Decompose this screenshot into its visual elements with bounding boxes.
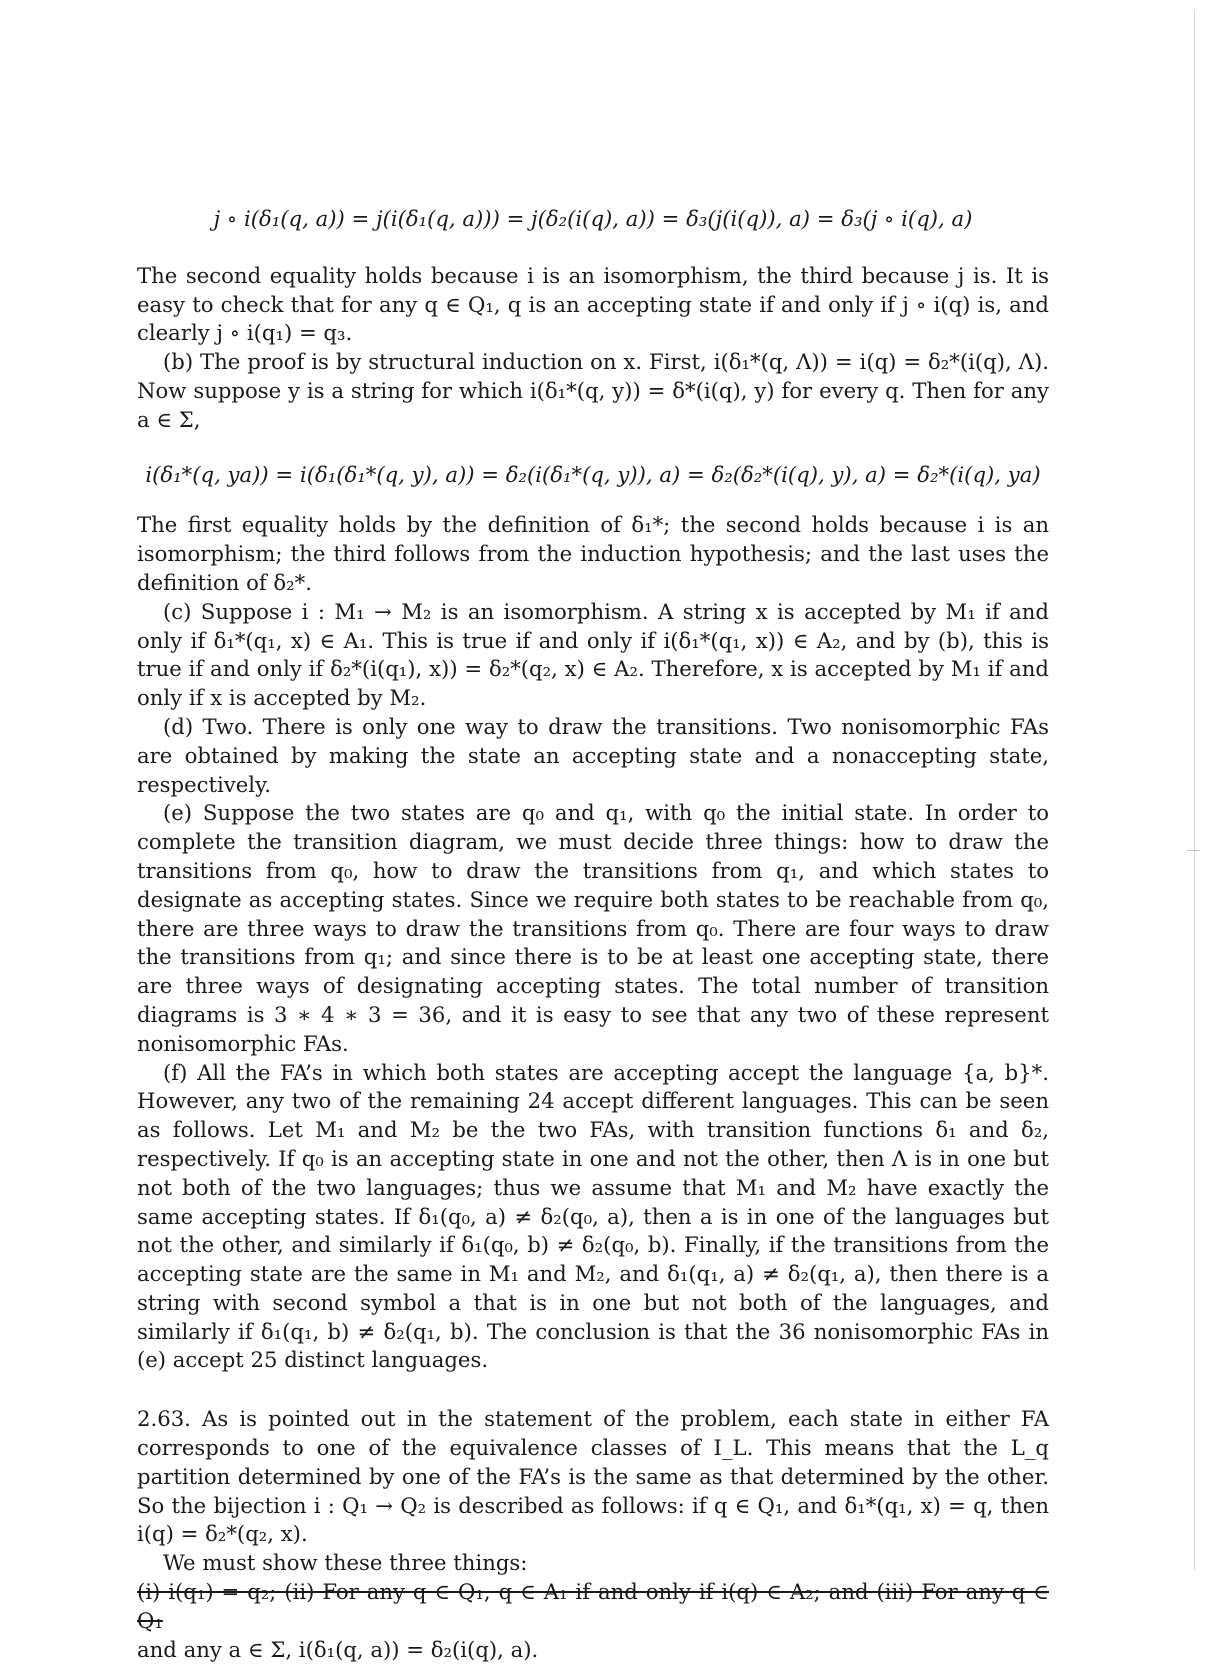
page-edge-line [1194,10,1195,1570]
paragraph-part-d: (d) Two. There is only one way to draw the transitions. Two nonisomorphic FAs are obtained by making the state an accepting state and a nonaccepting state, respectively. [137,713,1049,797]
paragraph-three-things: We must show these three things: [163,1550,528,1576]
paragraph-part-f: (f) All the FA’s in which both states are accepting accept the language {a, b}*. However, any two of the remaining 24 accept different languages. This can be seen as follows. Let M₁ and M₂ be the two FAs, with transition functions δ₁ and δ₂, respectively. If q₀ is an accepting state in one and not the other, then Λ is in one but not both of the two languages; thus we assume that M₁ and M₂ have exactly the same accepting states. If δ₁(q₀, a) ≠ δ₂(q₀, a), then a is in one of the languages but not the other, and similarly if δ₁(q₀, b) ≠ δ₂(q₀, b). Finally, if the transitions from the accepting state are the same in M₁ and M₂, and δ₁(q₁, a) ≠ δ₂(q₁, a), then there is a string with second symbol a that is in one but not both of the languages, and similarly if δ₁(q₁, b) ≠ δ₂(q₁, b). The conclusion is that the 36 nonisomorphic FAs in (e) accept 25 distinct languages. [137,1059,1049,1373]
page-edge-mark [1187,850,1199,851]
page-body [137,205,1049,1664]
paragraph-induction-explanation: The first equality holds by the definition of δ₁*; the second holds because i is an isomorphism; the third follows from the induction hypothesis; and the last uses the definition of δ₂*. [137,512,1049,595]
paragraph-part-e: (e) Suppose the two states are q₀ and q₁, with q₀ the initial state. In order to complete the transition diagram, we must decide three things: how to draw the transitions from q₀, how to draw the transitions from q₁, and which states to designate as accepting states. Since we require both states to be reachable from q₀, there are three ways to draw the transitions from q₀. There are four ways to draw the transitions from q₁; and since there is to be at least one accepting state, there are three ways of designating accepting states. The total number of transition diagrams is 3 ∗ 4 ∗ 3 = 36, and it is easy to see that any two of these represent nonisomorphic FAs. [137,800,1049,1056]
paragraph-part-c: (c) Suppose i : M₁ → M₂ is an isomorphism. A string x is accepted by M₁ if and only if δ₁*(q₁, x) ∈ A₁. This is true if and only if i(δ₁*(q₁, x)) ∈ A₂, and by (b), this is true if and only if δ₂*(i(q₁), x)) = δ₂*(q₂, x) ∈ A₂. Therefore, x is accepted by M₁ if and only if x is accepted by M₂. [137,598,1049,711]
paragraph-problem-2-63: 2.63. As is pointed out in the statement of the problem, each state in either FA corresponds to one of the equivalence classes of I_L. This means that the L_q partition determined by one of the FA’s is the same as that determined by the other. So the bijection i : Q₁ → Q₂ is described as follows: if q ∈ Q₁, and δ₁*(q₁, x) = q, then i(q) = δ₂*(q₂, x). [137,1406,1049,1547]
equation-composition: j ∘ i(δ₁(q, a)) = j(i(δ₁(q, a))) = j(δ₂(i(q), a)) = δ₃(j(i(q)), a) = δ₃(j ∘ i(q), a) [213,206,973,231]
paragraph-equality-explanation: The second equality holds because i is an isomorphism, the third because j is. It is easy to check that for any q ∈ Q₁, q is an accepting state if and only if j ∘ i(q) is, and clearly j ∘ i(q₁) = q₃. [137,262,1049,346]
struck-through-line: (i) i(q₁) = q₂; (ii) For any q ∈ Q₁, q ∈ A₁ if and only if i(q) ∈ A₂; and (iii) For any q ∈ Q₁ [137,1579,1049,1633]
paragraph-part-b: (b) The proof is by structural induction on x. First, i(δ₁*(q, Λ)) = i(q) = δ₂*(i(q), Λ). Now suppose y is a string for which i(δ₁*(q, y)) = δ*(i(q), y) for every q. Then for any a ∈ Σ, [137,349,1049,432]
equation-induction: i(δ₁*(q, ya)) = i(δ₁(δ₁*(q, y), a)) = δ₂(i(δ₁*(q, y)), a) = δ₂(δ₂*(i(q), y), a) = δ₂*(i(q), ya) [145,461,1041,487]
paragraph-final-line: and any a ∈ Σ, i(δ₁(q, a)) = δ₂(i(q), a). [137,1636,539,1662]
